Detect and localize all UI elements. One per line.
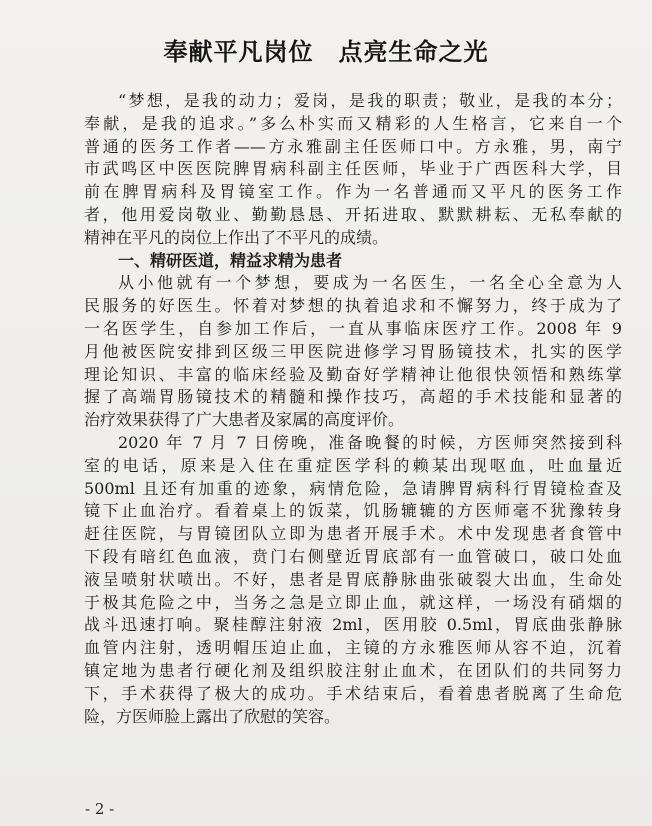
dream-paragraph	[84, 272, 622, 432]
section-heading: 一、精研医道，精益求精为患者	[118, 250, 343, 270]
paragraph-line: 一名医学生，自参加工作后，一直从事临床医疗工作。2008 年 9	[84, 318, 622, 338]
paragraph-line: 战斗迅速打响。聚桂醇注射液 2ml，医用胶 0.5ml，胃底曲张静脉	[84, 615, 622, 635]
paragraph-line: 下，手术获得了极大的成功。手术结束后，看着患者脱离了生命危	[84, 683, 622, 703]
paragraph-line: 液呈喷射状喷出。不好，患者是胃底静脉曲张破裂大出血，生命处	[84, 569, 622, 589]
document-title: 奉献平凡岗位 点亮生命之光	[163, 38, 489, 66]
intro-paragraph	[84, 90, 622, 250]
paragraph-line: 镇定地为患者行硬化剂及组织胶注射止血术，在团队们的共同努力	[84, 660, 622, 680]
paragraph-line: 奉献，是我的追求。”多么朴实而又精彩的人生格言，它来自一个	[84, 113, 622, 133]
paragraph-line: 下段有暗红色血液，贲门右侧壁近胃底部有一血管破口，破口处血	[84, 546, 622, 566]
paragraph-line: 月他被医院安排到区级三甲医院进修学习胃肠镜技术，扎实的医学	[84, 341, 622, 361]
paragraph-line: 赶往医院，与胃镜团队立即为患者开展手术。术中发现患者食管中	[84, 524, 622, 544]
paragraph-line: 治疗效果获得了广大患者及家属的高度评价。	[84, 410, 405, 430]
page-number: - 2 -	[85, 800, 115, 818]
paragraph-line: 从小他就有一个梦想，要成为一名医生，一名全心全意为人	[118, 273, 622, 293]
paragraph-line: 于极其危险之中，当务之急是立即止血，就这样，一场没有硝烟的	[84, 592, 622, 612]
paragraph-line: 镜下止血治疗。看着桌上的饭菜，饥肠辘辘的方医师毫不犹豫转身	[84, 501, 622, 521]
paragraph-line: 普通的医务工作者——方永雅副主任医师口中。方永雅，男，南宁	[84, 136, 622, 156]
paragraph-line: 500ml 且还有加重的迹象，病情危险，急请脾胃病科行胃镜检查及	[84, 478, 622, 498]
paragraph-line: 室的电话，原来是入住在重症医学科的赖某出现呕血，吐血量近	[84, 455, 622, 475]
paragraph-line: 精神在平凡的岗位上作出了不平凡的成绩。	[84, 227, 389, 247]
paragraph-line: 民服务的好医生。怀着对梦想的执着追求和不懈努力，终于成为了	[84, 296, 622, 316]
paragraph-line: 理论知识、丰富的临床经验及勤奋好学精神让他很快领悟和熟练掌	[84, 364, 622, 384]
document-body	[84, 90, 622, 728]
paragraph-line: 握了高端胃肠镜技术的精髓和操作技巧，高超的手术技能和显著的	[84, 387, 622, 407]
paragraph-line: 市武鸣区中医医院脾胃病科副主任医师，毕业于广西医科大学，目	[84, 159, 622, 179]
paragraph-line: 险，方医师脸上露出了欣慰的笑容。	[84, 706, 341, 726]
paragraph-line: 2020 年 7 月 7 日傍晚，准备晚餐的时候，方医师突然接到科	[118, 432, 622, 452]
paragraph-line: “梦想，是我的动力；爱岗，是我的职责；敬业，是我的本分；	[118, 91, 622, 110]
case-paragraph	[84, 432, 622, 728]
paragraph-line: 前在脾胃病科及胃镜室工作。作为一名普通而又平凡的医务工作	[84, 182, 622, 202]
paragraph-line: 者，他用爱岗敬业、勤勤恳恳、开拓进取、默默耕耘、无私奉献的	[84, 204, 622, 224]
paragraph-line: 血管内注射，透明帽压迫止血，主镜的方永雅医师从容不迫，沉着	[84, 638, 622, 658]
